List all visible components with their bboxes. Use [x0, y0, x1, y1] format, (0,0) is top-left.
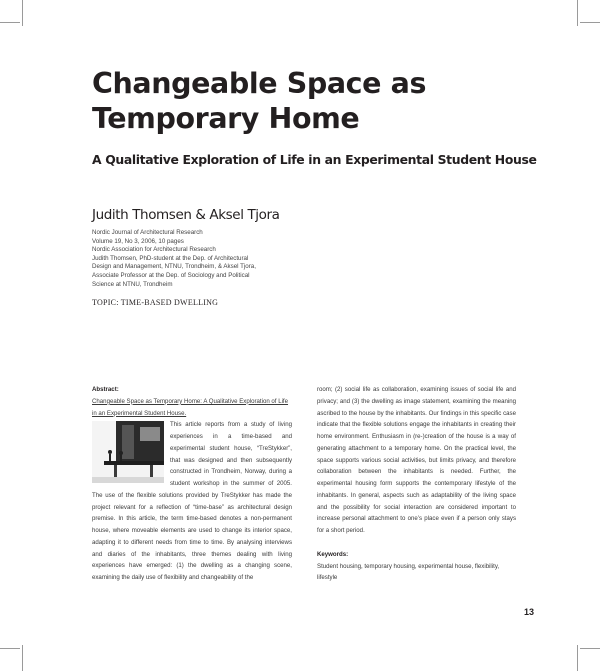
crop-mark [0, 22, 20, 23]
abstract-right-column [317, 384, 516, 584]
page-number: 13 [524, 607, 535, 617]
title-line-2: Temporary Home [92, 102, 360, 135]
house-photo [92, 421, 164, 483]
title-line-1: Changeable Space as [92, 67, 427, 100]
crop-mark [580, 22, 600, 23]
meta-line: Design and Management, NTNU, Trondheim, & Aksel Tjora, [92, 263, 256, 271]
crop-mark [22, 645, 23, 671]
crop-mark [22, 0, 23, 26]
article-subtitle: A Qualitative Exploration of Life in an Experimental Student House [92, 152, 537, 167]
keywords-list: Student housing, temporary housing, experimental house, flexibility, lifestyle [317, 562, 500, 582]
keywords-label: Keywords: [317, 550, 349, 558]
meta-line: Nordic Journal of Architectural Research [92, 229, 203, 236]
meta-line: Nordic Association for Architectural Research [92, 246, 216, 254]
crop-mark [577, 0, 578, 26]
topic-label: TOPIC: TIME-BASED DWELLING [92, 298, 219, 307]
crop-mark [580, 648, 600, 649]
publication-metadata [92, 229, 332, 289]
abstract-column [92, 384, 292, 598]
abstract-label: Abstract: [92, 386, 119, 393]
crop-mark [0, 648, 20, 649]
abstract-body: This article reports from a study of living experiences in a time-based and experimental student house, “TreStykker”, that was designed and then subsequently constructed in Trondheim, Norway, during a student workshop in the summer of 2005. The use of the flexible solutions provided by TreStykker has made the project relevant for a reflection of “time-base” as architectural design premise. In this article, the term time-based denotes a non-permanent house, where moveable elements are used to change its interior space, adapting it to different needs from time to time. By analysing interviews and diaries of the inhabitants, three themes dealing with living experiences have emerged: (1) the dwelling as a changing scene, examining the daily use of flexibility and changeability of the [92, 421, 292, 581]
crop-mark [577, 645, 578, 671]
article-title [92, 66, 532, 136]
author-names: Judith Thomsen & Aksel Tjora [92, 207, 280, 223]
meta-line: Volume 19, No 3, 2006, 10 pages [92, 237, 184, 245]
abstract-continuation: room; (2) social life as collaboration, examining issues of social life and privacy; and (3) the dwelling as image statement, examining the meaning ascribed to the house by the inhabitants. Our findings in this specific case indicate that the flexible solutions engage the inhabitants in creating their home environment. Enthusiasm in (re-)creation of the house is a way of generating attachment to a temporary home. On the practical level, the space supports various social activities, but limits privacy, and therefore collaboration between the inhabitants is needed. Further, the experimental housing form supports the contemporary lifestyle of the inhabitants. In general, aspects such as adaptability of the living space and the possibility for social interaction are considered important to increase personal attachment to one’s place even if a person only stays for a short period. [317, 386, 516, 534]
meta-line: Science at NTNU, Trondheim [92, 280, 173, 288]
abstract-title: Changeable Space as Temporary Home: A Qualitative Exploration of Life in an Experimental Student House. [92, 397, 289, 417]
meta-line: Judith Thomsen, PhD-student at the Dep. of Architectural [92, 254, 249, 262]
meta-line: Associate Professor at the Dep. of Sociology and Political [92, 271, 250, 279]
